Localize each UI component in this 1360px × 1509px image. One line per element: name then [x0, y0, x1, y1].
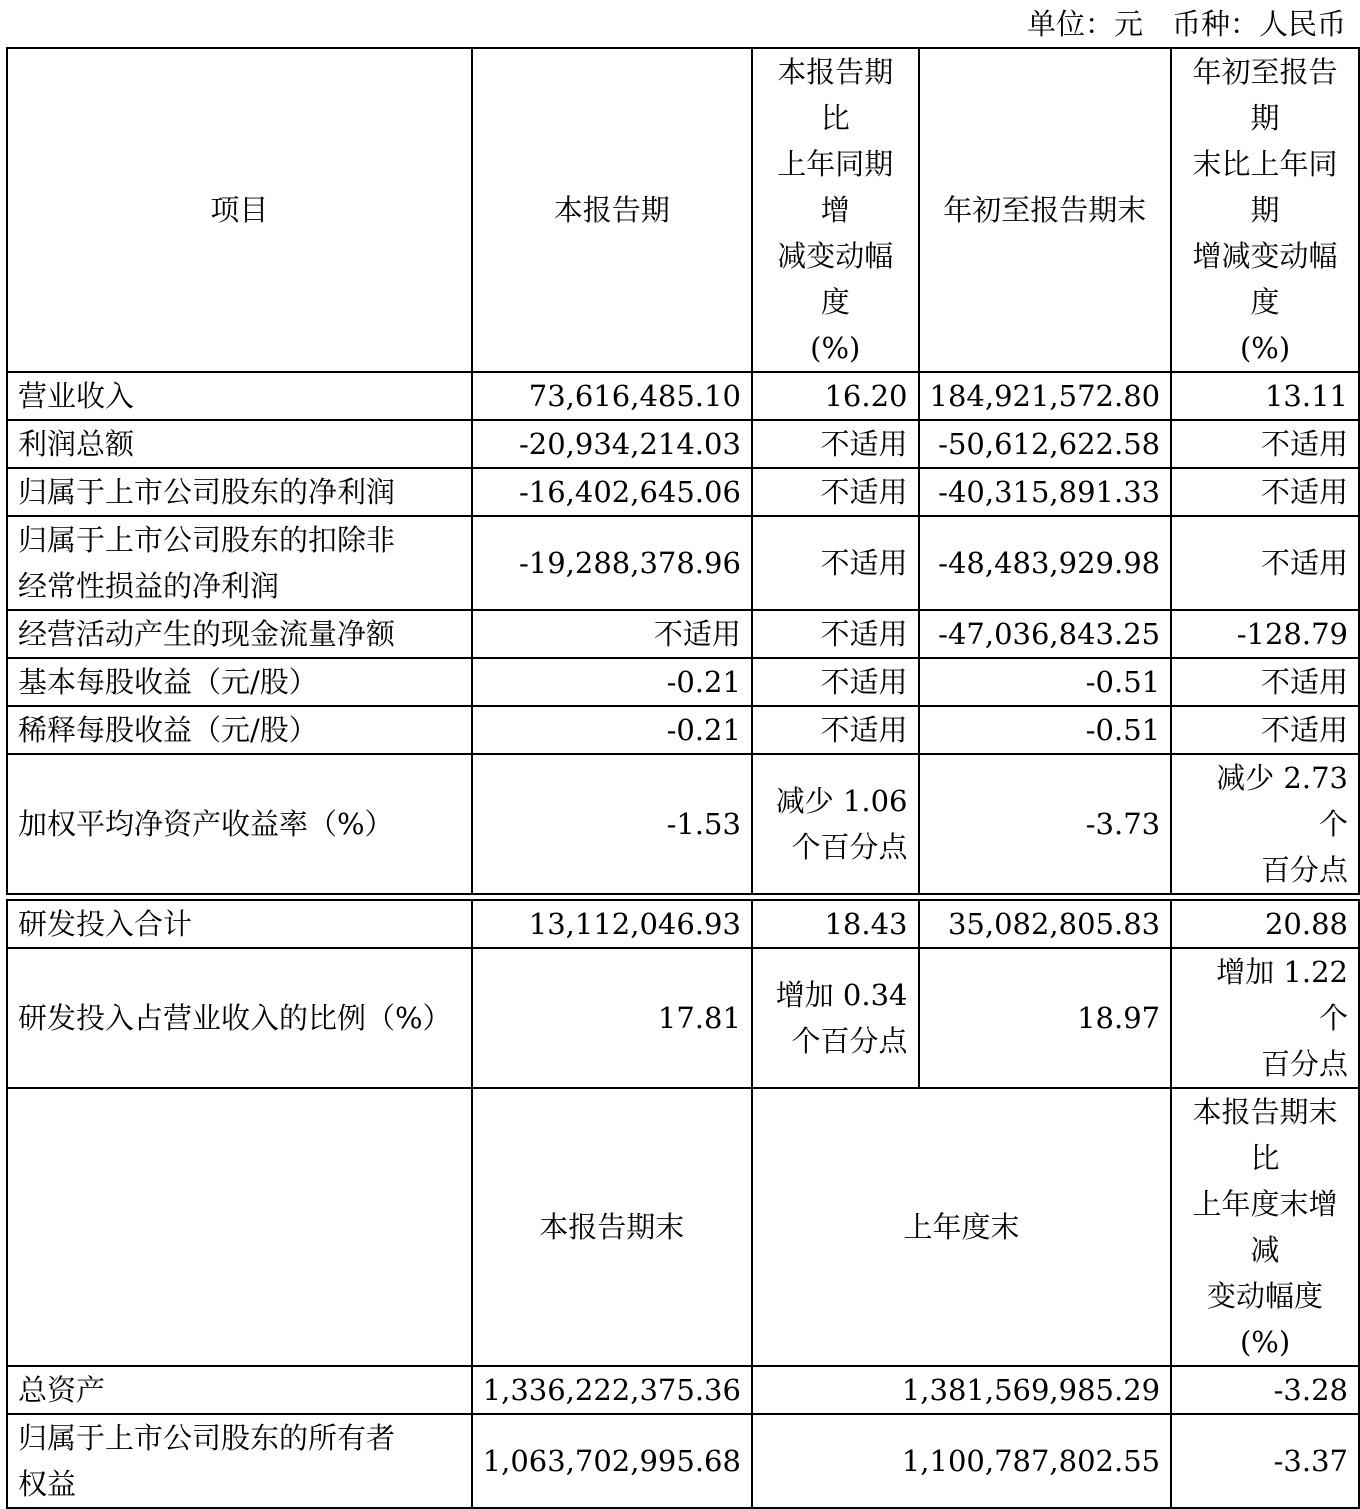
- row-change: -3.28: [1171, 1366, 1359, 1414]
- row-current: 13,112,046.93: [472, 900, 752, 948]
- row-item: [7, 1414, 472, 1508]
- table-row: [7, 900, 1359, 948]
- table-row: [7, 372, 1359, 420]
- row-item: 稀释每股收益（元/股）: [7, 706, 472, 754]
- row-current-change-text: 减少 1.06 个百分点: [775, 784, 908, 864]
- header-current-change: [752, 48, 919, 372]
- row-ytd: -47,036,843.25: [919, 610, 1172, 658]
- balance-header-change-text: 本报告期末比 上年度末增减 变动幅度(%): [1192, 1095, 1338, 1359]
- row-ytd-change: 不适用: [1171, 706, 1359, 754]
- table-row: [7, 468, 1359, 516]
- balance-header-row: [7, 1088, 1359, 1366]
- balance-header-last-year-end: 上年度末: [752, 1088, 1171, 1366]
- row-last-year-end: 1,100,787,802.55: [752, 1414, 1171, 1508]
- row-change: -3.37: [1171, 1414, 1359, 1508]
- row-ytd-change: 不适用: [1171, 468, 1359, 516]
- table-header-row: [7, 48, 1359, 372]
- row-ytd-change: 不适用: [1171, 516, 1359, 610]
- row-current-change: [752, 754, 919, 894]
- row-ytd-change: 不适用: [1171, 658, 1359, 706]
- row-current: -1.53: [472, 754, 752, 894]
- row-current: -0.21: [472, 706, 752, 754]
- header-current-period: 本报告期: [472, 48, 752, 372]
- row-ytd: -3.73: [919, 754, 1172, 894]
- row-last-year-end: 1,381,569,985.29: [752, 1366, 1171, 1414]
- row-current: -16,402,645.06: [472, 468, 752, 516]
- table-row: [7, 948, 1359, 1088]
- row-ytd: -0.51: [919, 706, 1172, 754]
- row-ytd: 18.97: [919, 948, 1172, 1088]
- table-row: [7, 516, 1359, 610]
- header-item: 项目: [7, 48, 472, 372]
- row-current-change: 不适用: [752, 516, 919, 610]
- table-row: [7, 706, 1359, 754]
- row-current-change: 18.43: [752, 900, 919, 948]
- table-row: [7, 1366, 1359, 1414]
- row-item-text: 归属于上市公司股东的所有者 权益: [18, 1421, 396, 1501]
- row-current-change: 不适用: [752, 658, 919, 706]
- row-item: 总资产: [7, 1366, 472, 1414]
- financial-summary-table: [6, 47, 1360, 1509]
- row-current: 73,616,485.10: [472, 372, 752, 420]
- row-current: -20,934,214.03: [472, 420, 752, 468]
- balance-header-period-end: 本报告期末: [472, 1088, 752, 1366]
- row-ytd-change: [1171, 948, 1359, 1088]
- row-current-change: 不适用: [752, 420, 919, 468]
- row-period-end: 1,336,222,375.36: [472, 1366, 752, 1414]
- row-ytd: -50,612,622.58: [919, 420, 1172, 468]
- unit-currency-line: 单位：元 币种：人民币: [1026, 7, 1346, 41]
- row-ytd: 184,921,572.80: [919, 372, 1172, 420]
- row-item: 研发投入占营业收入的比例（%）: [7, 948, 472, 1088]
- row-ytd: -40,315,891.33: [919, 468, 1172, 516]
- row-item: 利润总额: [7, 420, 472, 468]
- row-item: 归属于上市公司股东的净利润: [7, 468, 472, 516]
- row-current: -0.21: [472, 658, 752, 706]
- balance-header-change: [1171, 1088, 1359, 1366]
- row-ytd-change: -128.79: [1171, 610, 1359, 658]
- table-row: [7, 420, 1359, 468]
- header-current-change-text: 本报告期比 上年同期增 减变动幅度 (%): [777, 55, 894, 365]
- row-ytd-change: 不适用: [1171, 420, 1359, 468]
- row-ytd: -0.51: [919, 658, 1172, 706]
- header-ytd-change: [1171, 48, 1359, 372]
- row-current-change-text: 增加 0.34 个百分点: [775, 978, 908, 1058]
- row-ytd-change: [1171, 754, 1359, 894]
- row-current-change: 不适用: [752, 610, 919, 658]
- row-item: 经营活动产生的现金流量净额: [7, 610, 472, 658]
- row-item: 营业收入: [7, 372, 472, 420]
- row-ytd-change-text: 减少 2.73 个 百分点: [1216, 761, 1348, 887]
- balance-header-item: [7, 1088, 472, 1366]
- row-current: 不适用: [472, 610, 752, 658]
- row-ytd: -48,483,929.98: [919, 516, 1172, 610]
- row-item: 基本每股收益（元/股）: [7, 658, 472, 706]
- row-period-end: 1,063,702,995.68: [472, 1414, 752, 1508]
- header-ytd: 年初至报告期末: [919, 48, 1172, 372]
- row-current-change: [752, 948, 919, 1088]
- header-ytd-change-text: 年初至报告期 末比上年同期 增减变动幅度 (%): [1192, 55, 1338, 365]
- row-item: [7, 516, 472, 610]
- row-current-change: 16.20: [752, 372, 919, 420]
- row-ytd-change: 20.88: [1171, 900, 1359, 948]
- row-ytd-change-text: 增加 1.22 个 百分点: [1216, 955, 1348, 1081]
- row-ytd: 35,082,805.83: [919, 900, 1172, 948]
- row-item: 研发投入合计: [7, 900, 472, 948]
- table-row: [7, 610, 1359, 658]
- row-current-change: 不适用: [752, 468, 919, 516]
- row-current-change: 不适用: [752, 706, 919, 754]
- row-current: 17.81: [472, 948, 752, 1088]
- table-row: [7, 1414, 1359, 1508]
- row-ytd-change: 13.11: [1171, 372, 1359, 420]
- table-row: [7, 754, 1359, 894]
- row-item-text: 归属于上市公司股东的扣除非 经常性损益的净利润: [18, 523, 396, 603]
- row-item: 加权平均净资产收益率（%）: [7, 754, 472, 894]
- row-current: -19,288,378.96: [472, 516, 752, 610]
- table-row: [7, 658, 1359, 706]
